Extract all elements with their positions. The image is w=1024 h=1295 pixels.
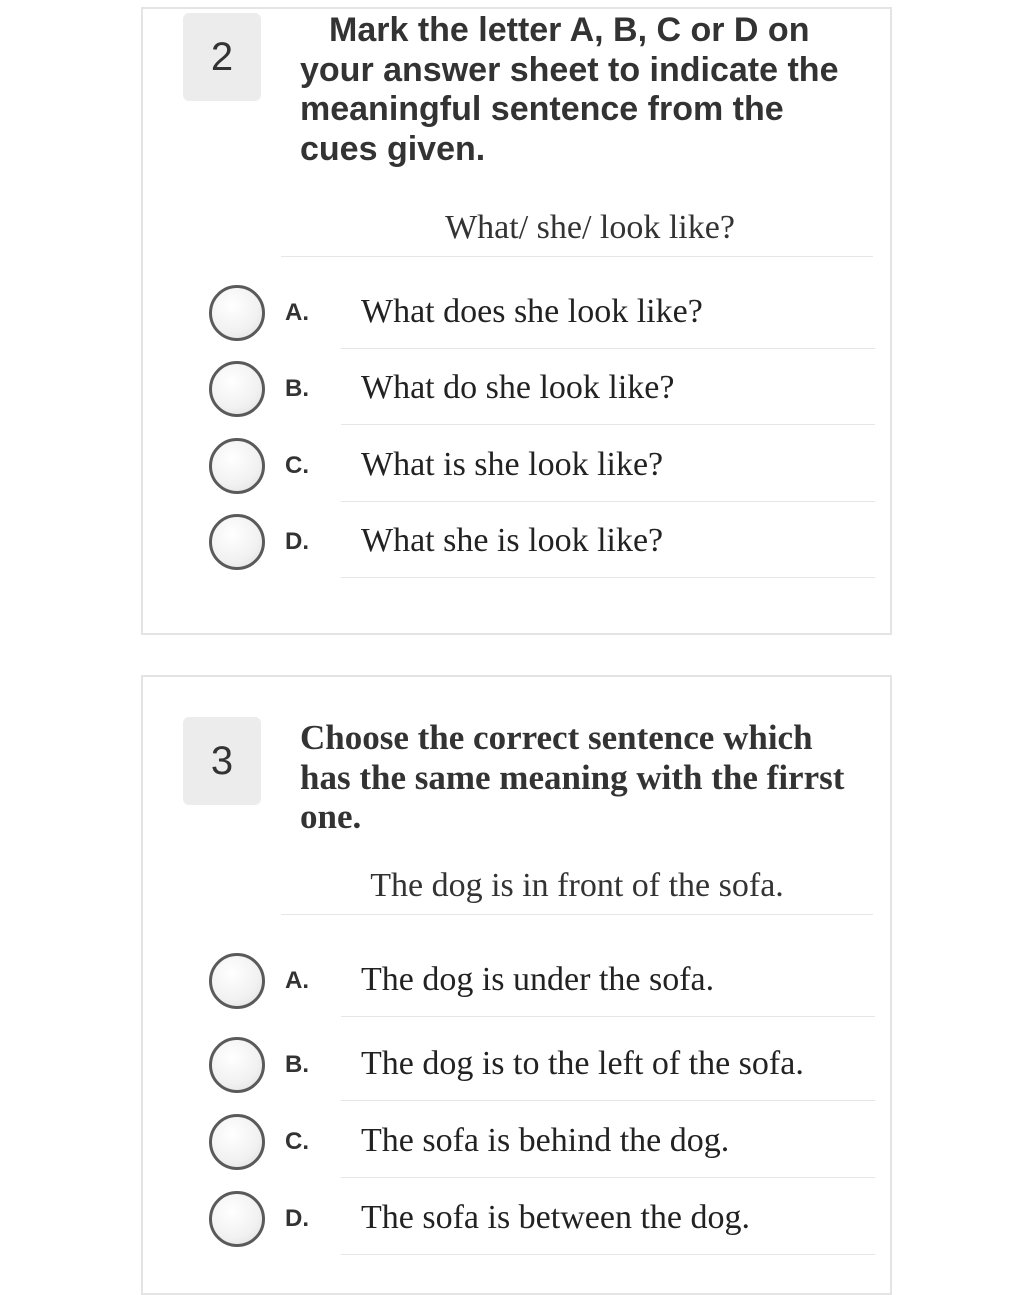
radio-button-icon[interactable] (209, 1114, 265, 1170)
question-number: 2 (183, 13, 261, 101)
option-letter: C. (285, 1128, 309, 1155)
option-a[interactable] (209, 277, 875, 353)
radio-button-icon[interactable] (209, 361, 265, 417)
option-text[interactable]: What is she look like? (341, 430, 875, 502)
option-d[interactable] (209, 506, 875, 582)
question-cue: The dog is in front of the sofa. (281, 857, 873, 915)
radio-button-icon[interactable] (209, 438, 265, 494)
question-number: 3 (183, 717, 261, 805)
option-text[interactable]: The sofa is between the dog. (341, 1183, 875, 1255)
option-text[interactable]: What do she look like? (341, 353, 875, 425)
option-text[interactable]: The sofa is behind the dog. (341, 1106, 875, 1178)
option-b[interactable] (209, 353, 875, 429)
option-text[interactable]: The dog is under the sofa. (341, 945, 875, 1017)
radio-button-icon[interactable] (209, 514, 265, 570)
option-b[interactable] (209, 1029, 875, 1105)
option-text[interactable]: The dog is to the left of the sofa. (341, 1029, 875, 1101)
question-card-2 (141, 7, 892, 635)
question-cue: What/ she/ look like? (281, 199, 873, 257)
radio-button-icon[interactable] (209, 953, 265, 1009)
option-letter: D. (285, 528, 309, 555)
option-a[interactable] (209, 945, 875, 1021)
option-d[interactable] (209, 1183, 875, 1259)
option-c[interactable] (209, 1106, 875, 1182)
radio-button-icon[interactable] (209, 1191, 265, 1247)
option-letter: C. (285, 452, 309, 479)
option-letter: A. (285, 299, 309, 326)
question-card-3 (141, 675, 892, 1295)
option-text[interactable]: What does she look like? (341, 277, 875, 349)
question-instruction: Choose the correct sentence which has the same meaning with the firrst one. (300, 718, 845, 836)
option-c[interactable] (209, 430, 875, 506)
question-instruction: Mark the letter A, B, C or D on your answer sheet to indicate the meaningful sentence from the cues given. (300, 11, 839, 168)
radio-button-icon[interactable] (209, 1037, 265, 1093)
option-letter: B. (285, 1051, 309, 1078)
radio-button-icon[interactable] (209, 285, 265, 341)
option-text[interactable]: What she is look like? (341, 506, 875, 578)
option-letter: D. (285, 1205, 309, 1232)
option-letter: A. (285, 967, 309, 994)
option-letter: B. (285, 375, 309, 402)
